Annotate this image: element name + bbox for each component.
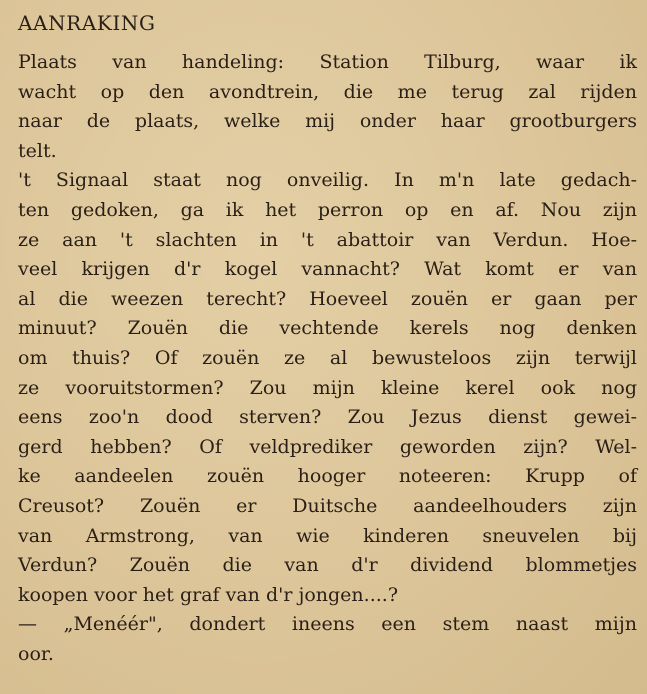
- text-line: 't Signaal staat nog onveilig. In m'n late gedach-: [18, 169, 637, 192]
- text-line: veel krijgen d'r kogel vannacht? Wat komt er van: [18, 258, 637, 281]
- text-line: ze vooruitstormen? Zou mijn kleine kerel ook nog: [18, 376, 637, 399]
- text-line: koopen voor het graf van d'r jongen....?: [18, 583, 399, 606]
- text-line: Creusot? Zouën er Duitsche aandeelhouders zijn: [18, 494, 637, 517]
- text-line: eens zoo'n dood sterven? Zou Jezus dienst gewei-: [18, 406, 637, 429]
- text-line: minuut? Zouën die vechtende kerels nog denken: [18, 317, 637, 340]
- text-line: wacht op den avondtrein, die me terug zal rijden: [18, 80, 637, 103]
- text-line: telt.: [18, 139, 57, 162]
- article-title: AANRAKING: [18, 11, 156, 35]
- text-line: Plaats van handeling: Station Tilburg, waar ik: [18, 51, 637, 73]
- text-line: om thuis? Of zouën ze al bewusteloos zijn terwijl: [18, 346, 637, 369]
- text-line: — „Menéér", dondert ineens een stem naast mijn: [18, 613, 637, 636]
- text-line: ze aan 't slachten in 't abattoir van Verdun. Hoe-: [18, 228, 637, 251]
- text-line: al die weezen terecht? Hoeveel zouën er gaan per: [18, 287, 637, 310]
- text-line: Verdun? Zouën die van d'r dividend blommetjes: [18, 554, 637, 577]
- text-line: ke aandeelen zouën hooger noteeren: Krupp of: [18, 465, 637, 488]
- text-line: van Armstrong, van wie kinderen sneuvelen bij: [18, 524, 637, 547]
- text-line: naar de plaats, welke mij onder haar grootburgers: [18, 110, 637, 133]
- text-line: gerd hebben? Of veldprediker geworden zijn? Wel-: [18, 435, 637, 458]
- article-body: [18, 48, 637, 669]
- text-line: oor.: [18, 642, 54, 665]
- text-line: ten gedoken, ga ik het perron op en af. Nou zijn: [18, 198, 637, 221]
